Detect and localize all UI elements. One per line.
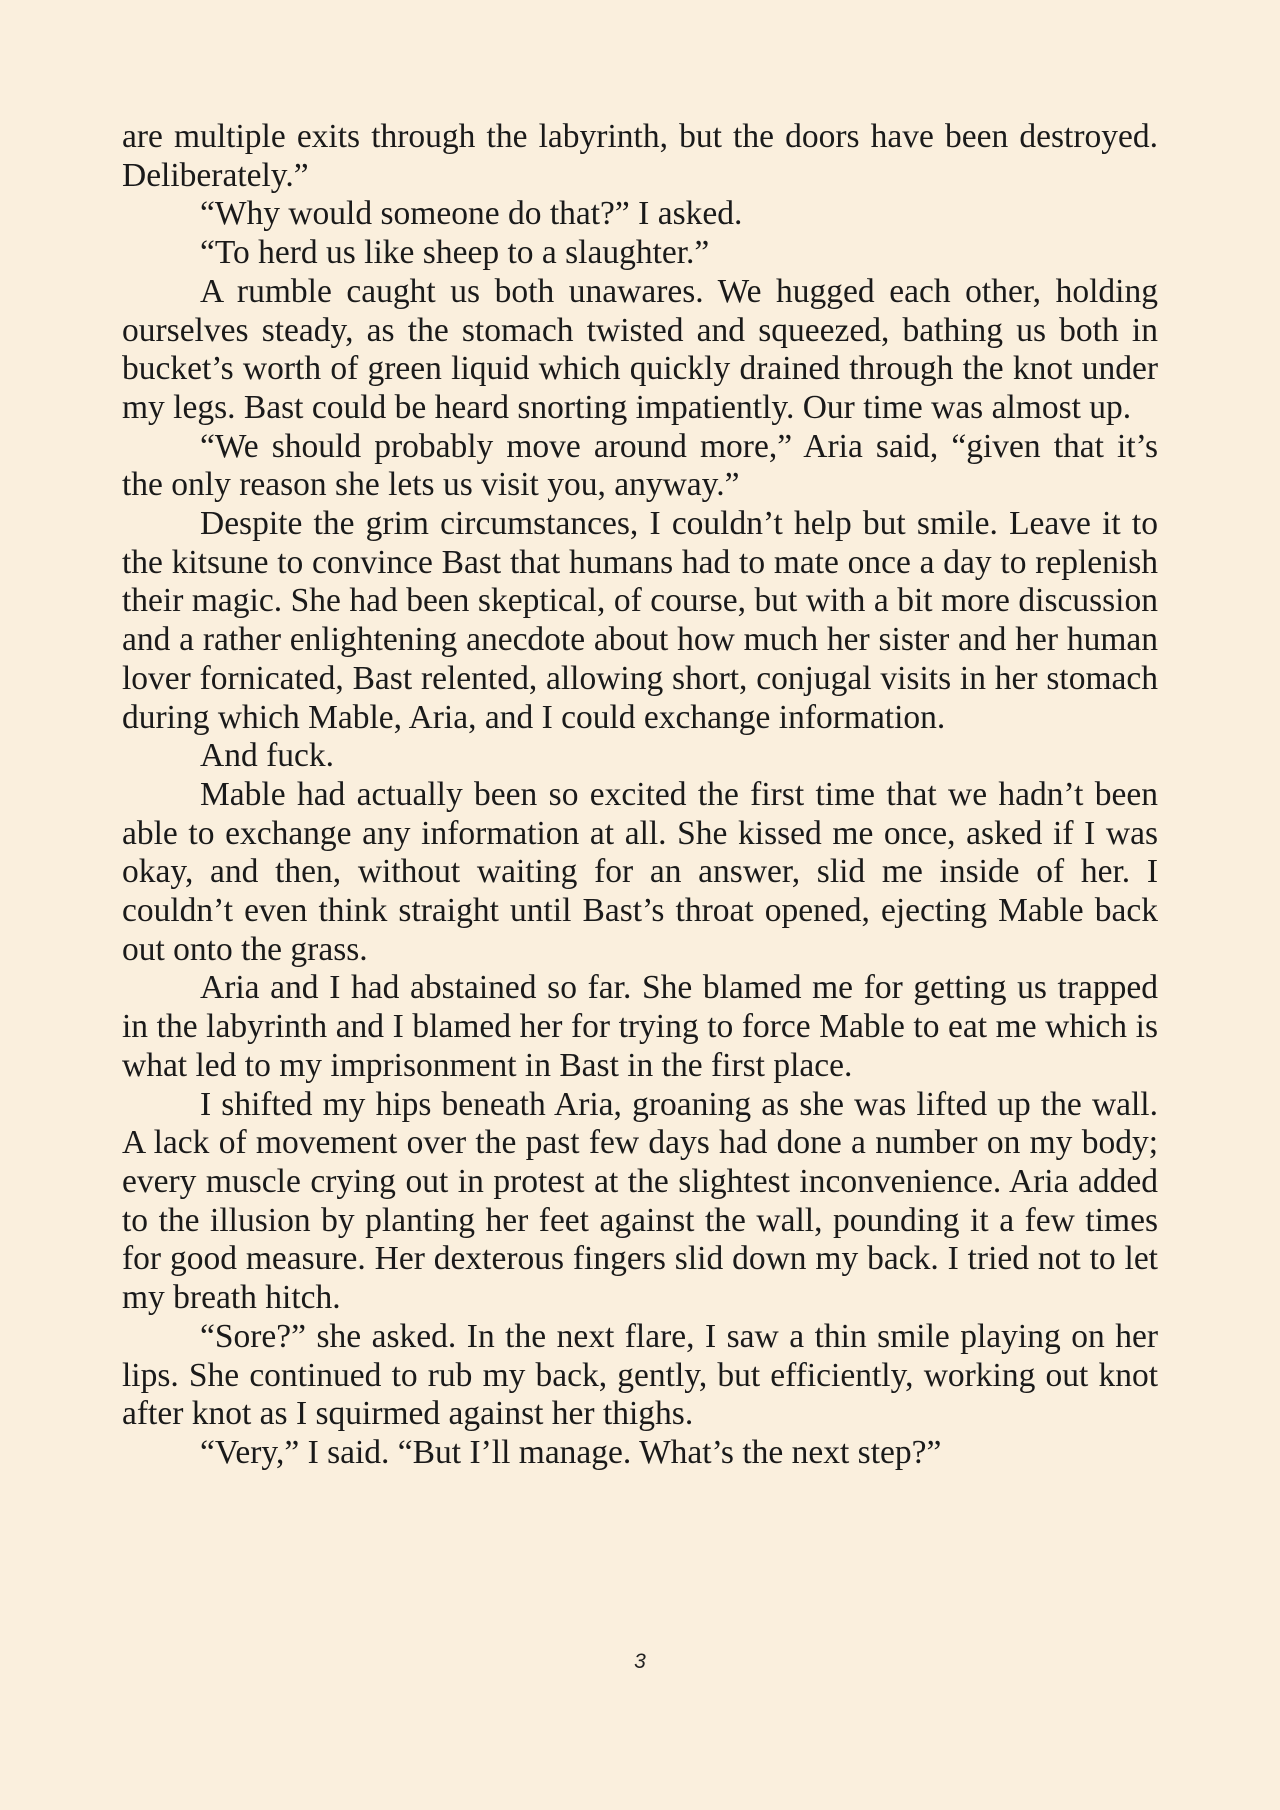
paragraph-11: “Sore?” she asked. In the next flare, I saw a thin smile playing on her lips. She continued to rub my back, gently, but efficiently, working out knot after knot as I squirmed against her thighs. [122,1317,1158,1433]
paragraph-3: “To herd us like sheep to a slaughter.” [200,234,710,272]
paragraph-7: And fuck. [200,737,334,775]
paragraph-1: are multiple exits through the labyrinth, but the doors have been destroyed. Deliberately.” [122,118,1158,194]
paragraph-9: Aria and I had abstained so far. She blamed me for getting us trapped in the labyrinth and I blamed her for trying to force Mable to eat me which is what led to my imprisonment in Bast in the first place. [122,969,1158,1084]
paragraph-10: I shifted my hips beneath Aria, groaning as she was lifted up the wall. A lack of movement over the past few days had done a number on my body; every muscle crying out in protest at the slightest inconvenience. Aria added to the illusion by planting her feet against the wall, pounding it a few times for good measure. Her dexterous fingers slid down my back. I tried not to let my breath hitch. [122,1085,1158,1317]
page-number: 3 [634,1650,646,1673]
paragraph-12: “Very,” I said. “But I’ll manage. What’s the next step?” [200,1433,942,1471]
paragraph-4: A rumble caught us both unawares. We hugged each other, holding ourselves steady, as the stomach twisted and squeezed, bathing us both in bucket’s worth of green liquid which quickly drained through the knot under my legs. Bast could be heard snorting impatiently. Our time was almost up. [122,272,1158,426]
paragraph-8: Mable had actually been so excited the first time that we hadn’t been able to exchange any information at all. She kissed me once, asked if I was okay, and then, without waiting for an answer, slid me inside of her. I couldn’t even think straight until Bast’s throat opened, ejecting Mable back out onto the grass. [122,775,1158,968]
paragraph-5: “We should probably move around more,” Aria said, “given that it’s the only reason she lets us visit you, anyway.” [122,427,1158,504]
body-text [122,118,1158,1473]
paragraph-6: Despite the grim circumstances, I couldn’t help but smile. Leave it to the kitsune to convince Bast that humans had to mate once a day to replenish their magic. She had been skeptical, of course, but with a bit more discussion and a rather enlightening anecdote about how much her sister and her human lover fornicated, Bast relented, allowing short, conjugal visits in her stomach during which Mable, Aria, and I could exchange information. [122,505,1158,736]
paragraph-2: “Why would someone do that?” I asked. [200,195,743,233]
